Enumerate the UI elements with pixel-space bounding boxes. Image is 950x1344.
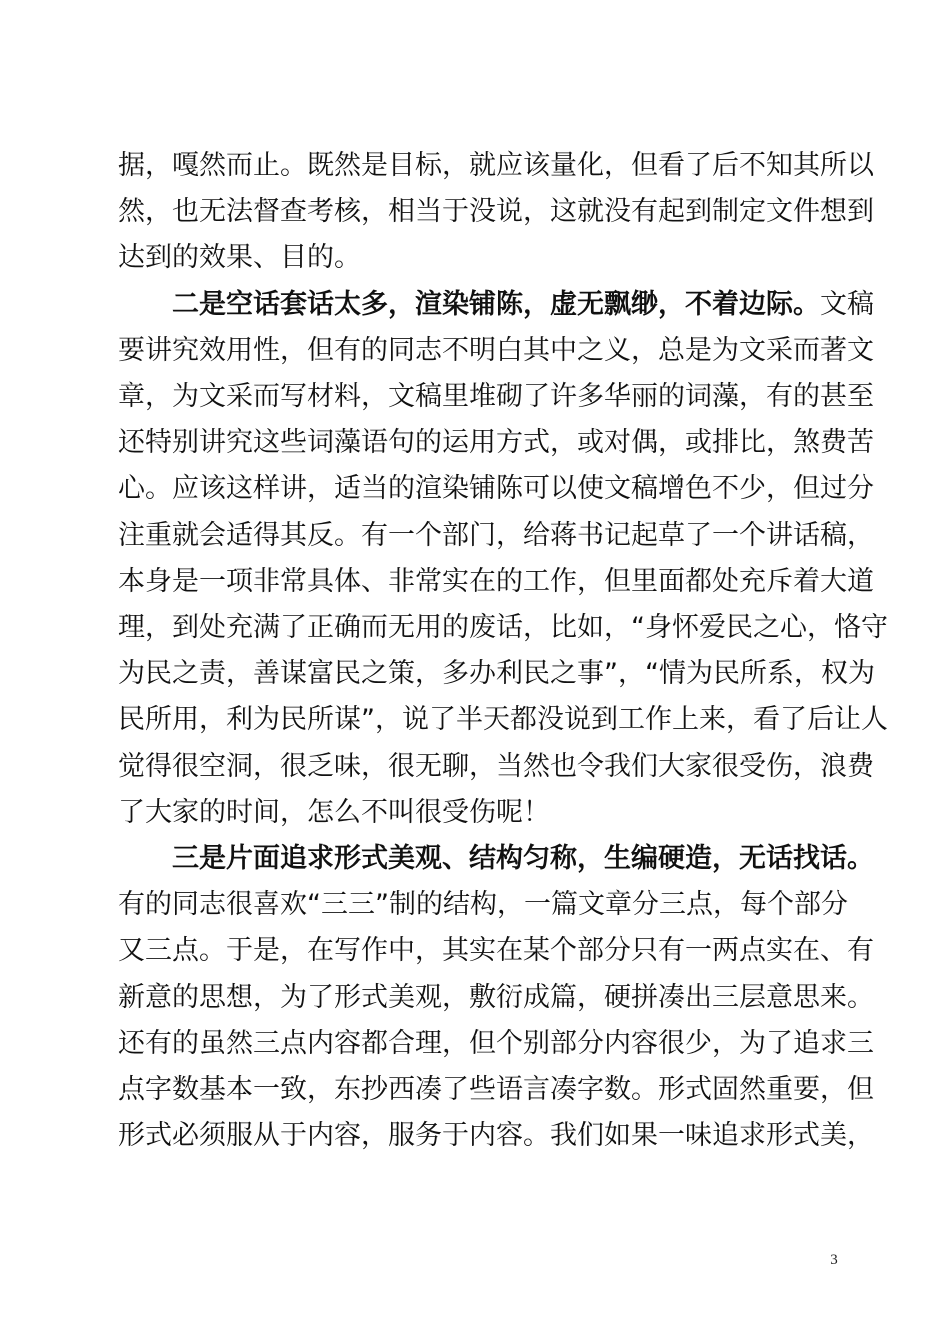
text-line — [118, 836, 874, 882]
text-segment: 注重就会适得其反。有一个部门，给蒋书记起草了一个讲话稿， — [118, 519, 874, 551]
text-line — [118, 189, 874, 235]
text-segment: 有的同志很喜欢“三三”制的结构，一篇文章分三点，每个部分 — [118, 889, 848, 921]
text-line — [118, 651, 875, 697]
text-line — [118, 1067, 874, 1113]
text-segment: 达到的效果、目的。 — [118, 242, 361, 274]
text-segment: 了大家的时间，怎么不叫很受伤呢！ — [118, 796, 550, 828]
text-line — [118, 559, 874, 605]
text-segment: 本身是一项非常具体、非常实在的工作，但里面都处充斥着大道 — [118, 565, 874, 597]
text-segment: 又三点。于是，在写作中，其实在某个部分只有一两点实在、有 — [118, 935, 874, 967]
text-line — [118, 605, 888, 651]
text-segment: 觉得很空洞，很乏味，很无聊，当然也令我们大家很受伤，浪费 — [118, 750, 874, 782]
text-line — [118, 513, 874, 559]
text-line — [118, 374, 874, 420]
text-segment: 形式必须服从于内容，服务于内容。我们如果一味追求形式美， — [118, 1120, 874, 1152]
text-line — [118, 975, 874, 1021]
text-line — [118, 928, 874, 974]
text-line — [118, 790, 838, 836]
text-line — [118, 420, 874, 466]
text-segment: 还特别讲究这些词藻语句的运用方式，或对偶，或排比，煞费苦 — [118, 427, 874, 459]
text-line — [118, 282, 874, 328]
text-line — [118, 882, 848, 928]
text-line — [118, 235, 838, 281]
text-segment: 章，为文采而写材料，文稿里堆砌了许多华丽的词藻，有的甚至 — [118, 381, 874, 412]
text-segment: 新意的思想，为了形式美观，敷衍成篇，硬拼凑出三层意思来。 — [118, 981, 874, 1013]
text-line — [118, 143, 874, 189]
text-segment: 然，也无法督查考核，相当于没说，这就没有起到制定文件想到 — [118, 196, 874, 228]
text-segment: 点字数基本一致，东抄西凑了些语言凑字数。形式固然重要，但 — [118, 1074, 874, 1105]
text-segment: 理，到处充满了正确而无用的废话，比如，“身怀爱民之心，恪守 — [118, 612, 888, 643]
text-segment: 民所用，利为民所谋”，说了半天都没说到工作上来，看了后让人 — [118, 704, 888, 736]
text-segment: 为民之责，善谋富民之策，多办利民之事”，“情为民所系，权为 — [118, 658, 875, 690]
text-segment: 还有的虽然三点内容都合理，但个别部分内容很少，为了追求三 — [118, 1027, 874, 1059]
text-line — [118, 697, 888, 743]
bold-heading-segment: 三是片面追求形式美观、结构匀称，生编硬造，无话找话。 — [118, 843, 874, 874]
text-segment: 心。应该这样讲，适当的渲染铺陈可以使文稿增色不少，但过分 — [118, 473, 874, 505]
text-line — [118, 328, 874, 374]
bold-heading-segment: 二是空话套话太多，渲染铺陈，虚无飘缈，不着边际。 — [118, 288, 820, 320]
text-line — [118, 1021, 874, 1067]
text-line — [118, 466, 874, 512]
text-segment: 要讲究效用性，但有的同志不明白其中之义，总是为文采而著文 — [118, 334, 874, 366]
text-line — [118, 744, 874, 790]
text-segment: 据，嘎然而止。既然是目标，就应该量化，但看了后不知其所以 — [118, 150, 874, 181]
text-line — [118, 1113, 874, 1159]
page-number: 3 — [830, 1252, 838, 1268]
text-segment: 文稿 — [820, 288, 874, 320]
